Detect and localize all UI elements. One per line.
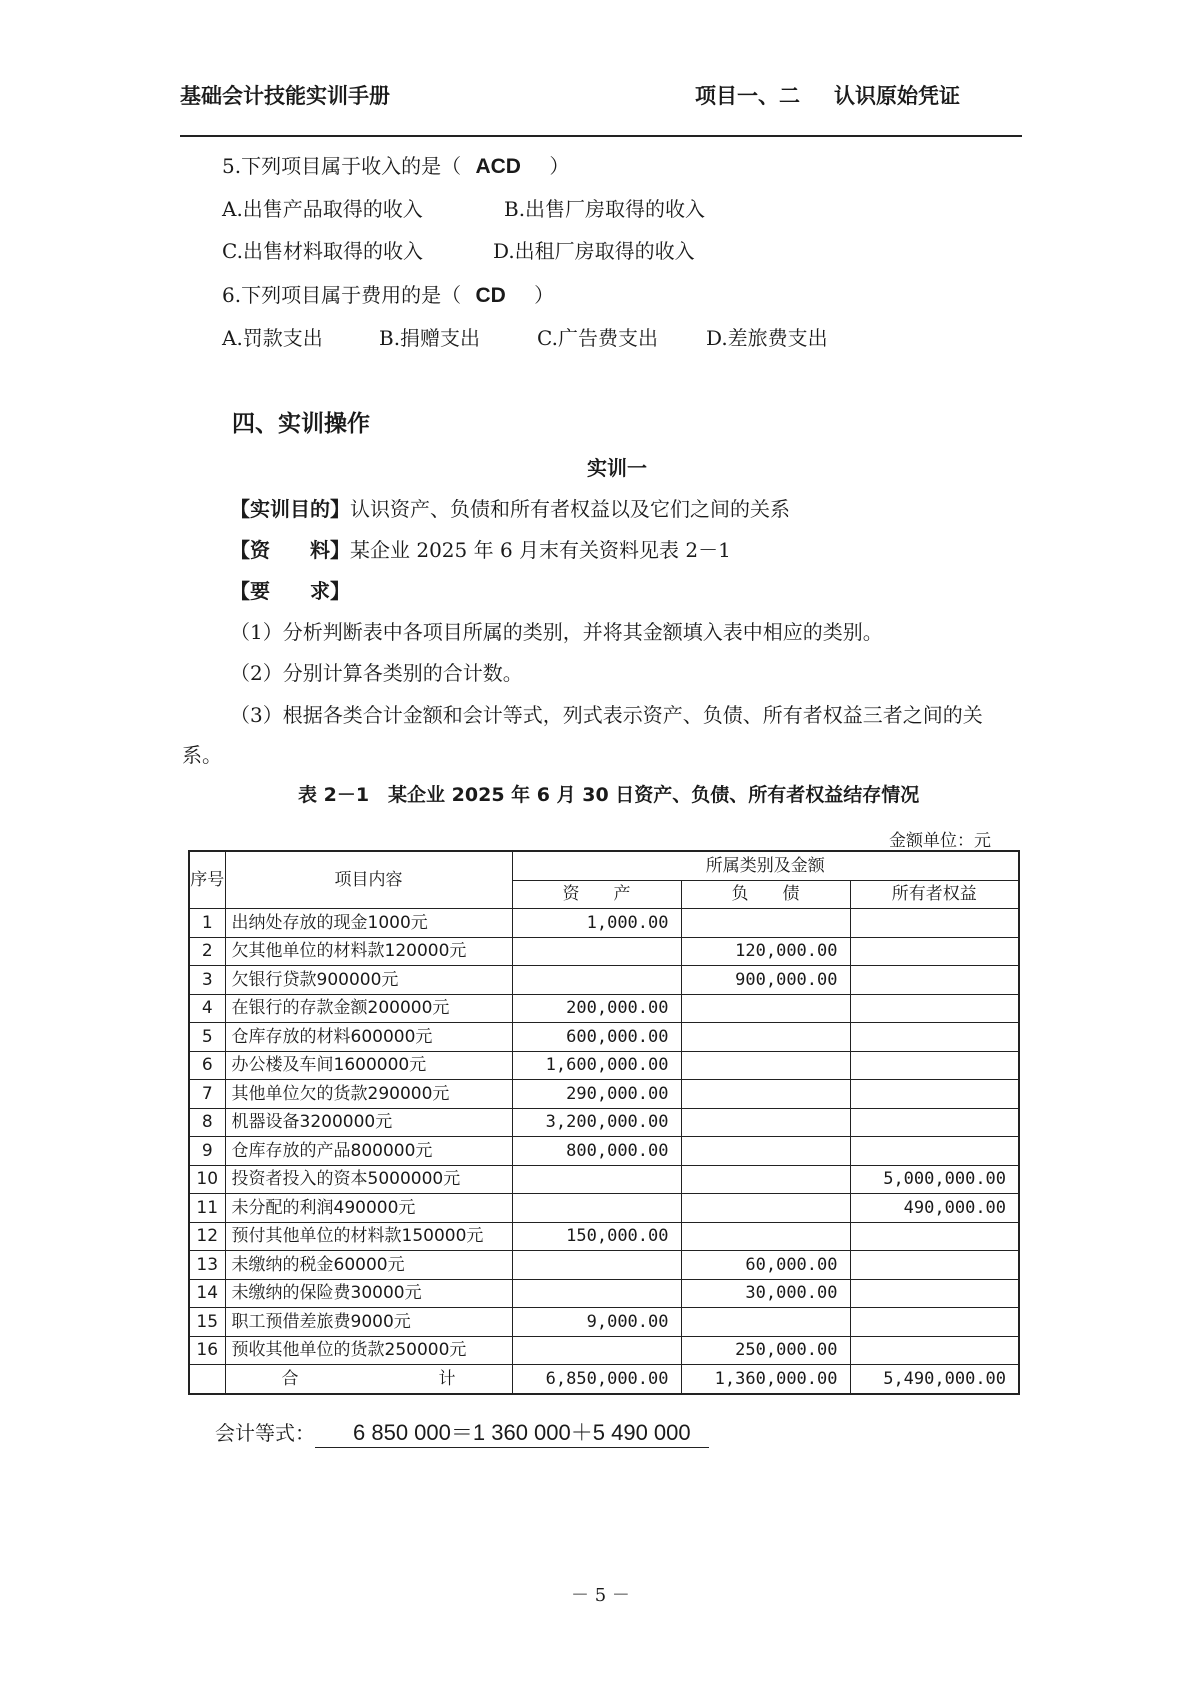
section-heading: 四、实训操作 bbox=[232, 411, 370, 437]
row-asset: 800,000.00 bbox=[512, 1137, 681, 1166]
row-equity bbox=[850, 1051, 1019, 1080]
col-header-category: 所属类别及金额 bbox=[512, 851, 1019, 880]
material-text: 某企业 2025 年 6 月末有关资料见表 2－1 bbox=[350, 538, 731, 562]
row-item: 职工预借差旅费9000元 bbox=[225, 1308, 512, 1337]
table-row bbox=[189, 1137, 1019, 1166]
requirement-3-line1: （3）根据各类合计金额和会计等式，列式表示资产、负债、所有者权益三者之间的关 bbox=[230, 703, 983, 727]
q6-option-c: C.广告费支出 bbox=[537, 326, 658, 350]
equation-value: 6 850 000＝1 360 000＋5 490 000 bbox=[315, 1416, 709, 1448]
row-liability bbox=[681, 1194, 850, 1223]
total-liability: 1,360,000.00 bbox=[681, 1365, 850, 1394]
row-item: 出纳处存放的现金1000元 bbox=[225, 909, 512, 938]
requirement-3-line2: 系。 bbox=[182, 743, 222, 767]
total-seq bbox=[189, 1365, 225, 1394]
table-row bbox=[189, 1108, 1019, 1137]
col-header-equity: 所有者权益 bbox=[850, 880, 1019, 909]
q6-option-d: D.差旅费支出 bbox=[706, 326, 828, 350]
col-header-item: 项目内容 bbox=[225, 851, 512, 909]
question-5 bbox=[222, 150, 569, 179]
header-manual-title: 基础会计技能实训手册 bbox=[180, 84, 390, 108]
row-asset bbox=[512, 1251, 681, 1280]
row-item: 未分配的利润490000元 bbox=[225, 1194, 512, 1223]
row-seq: 14 bbox=[189, 1279, 225, 1308]
table-row bbox=[189, 1023, 1019, 1052]
row-asset bbox=[512, 1165, 681, 1194]
row-item: 机器设备3200000元 bbox=[225, 1108, 512, 1137]
row-asset bbox=[512, 937, 681, 966]
row-liability bbox=[681, 1023, 850, 1052]
row-liability bbox=[681, 1108, 850, 1137]
question-6-stem: 6.下列项目属于费用的是（ bbox=[222, 283, 462, 307]
q6-option-b: B.捐赠支出 bbox=[379, 326, 481, 350]
total-row bbox=[189, 1365, 1019, 1394]
row-liability bbox=[681, 909, 850, 938]
material-line bbox=[230, 534, 731, 563]
table-row bbox=[189, 1080, 1019, 1109]
col-header-seq: 序号 bbox=[189, 851, 225, 909]
table-unit: 金额单位：元 bbox=[889, 831, 991, 851]
row-liability bbox=[681, 1137, 850, 1166]
row-asset: 200,000.00 bbox=[512, 994, 681, 1023]
row-liability bbox=[681, 1222, 850, 1251]
row-item: 办公楼及车间1600000元 bbox=[225, 1051, 512, 1080]
row-liability: 30,000.00 bbox=[681, 1279, 850, 1308]
equation-label: 会计等式： bbox=[215, 1421, 315, 1445]
row-equity bbox=[850, 1137, 1019, 1166]
equation-line bbox=[215, 1416, 709, 1448]
row-item: 欠其他单位的材料款120000元 bbox=[225, 937, 512, 966]
table-row bbox=[189, 909, 1019, 938]
row-seq: 3 bbox=[189, 966, 225, 995]
exercise-title: 实训一 bbox=[587, 456, 647, 480]
table-row bbox=[189, 937, 1019, 966]
row-seq: 5 bbox=[189, 1023, 225, 1052]
question-6-answer: CD bbox=[475, 284, 506, 307]
row-liability bbox=[681, 1308, 850, 1337]
table-row bbox=[189, 966, 1019, 995]
q5-option-d: D.出租厂房取得的收入 bbox=[493, 239, 695, 263]
page-number: － 5 － bbox=[571, 1585, 630, 1606]
row-asset bbox=[512, 1336, 681, 1365]
row-asset: 3,200,000.00 bbox=[512, 1108, 681, 1137]
row-seq: 16 bbox=[189, 1336, 225, 1365]
row-seq: 10 bbox=[189, 1165, 225, 1194]
question-5-close: ） bbox=[549, 154, 570, 178]
row-seq: 6 bbox=[189, 1051, 225, 1080]
row-asset: 290,000.00 bbox=[512, 1080, 681, 1109]
row-item: 未缴纳的保险费30000元 bbox=[225, 1279, 512, 1308]
table-row bbox=[189, 1279, 1019, 1308]
row-seq: 2 bbox=[189, 937, 225, 966]
table-row bbox=[189, 1308, 1019, 1337]
row-liability: 60,000.00 bbox=[681, 1251, 850, 1280]
q5-option-a: A.出售产品取得的收入 bbox=[222, 197, 423, 221]
row-seq: 12 bbox=[189, 1222, 225, 1251]
purpose-line bbox=[230, 493, 790, 522]
table-row bbox=[189, 1251, 1019, 1280]
row-equity bbox=[850, 994, 1019, 1023]
q5-option-b: B.出售厂房取得的收入 bbox=[504, 197, 706, 221]
row-asset: 600,000.00 bbox=[512, 1023, 681, 1052]
row-asset: 9,000.00 bbox=[512, 1308, 681, 1337]
row-equity bbox=[850, 966, 1019, 995]
row-liability: 900,000.00 bbox=[681, 966, 850, 995]
header-chapter-title: 认识原始凭证 bbox=[834, 84, 960, 108]
question-6-close: ） bbox=[534, 283, 555, 307]
row-seq: 4 bbox=[189, 994, 225, 1023]
row-equity bbox=[850, 909, 1019, 938]
row-equity: 490,000.00 bbox=[850, 1194, 1019, 1223]
row-equity bbox=[850, 1336, 1019, 1365]
row-seq: 13 bbox=[189, 1251, 225, 1280]
row-liability bbox=[681, 1051, 850, 1080]
header-project: 项目一、二 bbox=[695, 84, 800, 108]
row-asset: 1,600,000.00 bbox=[512, 1051, 681, 1080]
question-5-stem: 5.下列项目属于收入的是（ bbox=[222, 154, 462, 178]
row-equity: 5,000,000.00 bbox=[850, 1165, 1019, 1194]
row-equity bbox=[850, 1308, 1019, 1337]
header-rule bbox=[180, 135, 1022, 137]
table-caption: 表 2－1 某企业 2025 年 6 月 30 日资产、负债、所有者权益结存情况 bbox=[298, 784, 920, 806]
row-seq: 11 bbox=[189, 1194, 225, 1223]
balance-table bbox=[188, 850, 1020, 1395]
row-item: 在银行的存款金额200000元 bbox=[225, 994, 512, 1023]
row-item: 投资者投入的资本5000000元 bbox=[225, 1165, 512, 1194]
row-item: 其他单位欠的货款290000元 bbox=[225, 1080, 512, 1109]
total-label bbox=[225, 1365, 512, 1394]
q5-option-c: C.出售材料取得的收入 bbox=[222, 239, 423, 263]
requirement-label-text: 【要 求】 bbox=[230, 579, 350, 603]
row-equity bbox=[850, 1222, 1019, 1251]
question-6 bbox=[222, 279, 554, 308]
row-seq: 15 bbox=[189, 1308, 225, 1337]
row-seq: 8 bbox=[189, 1108, 225, 1137]
row-equity bbox=[850, 937, 1019, 966]
row-equity bbox=[850, 1108, 1019, 1137]
row-seq: 1 bbox=[189, 909, 225, 938]
col-header-liability: 负 债 bbox=[681, 880, 850, 909]
row-asset: 1,000.00 bbox=[512, 909, 681, 938]
purpose-label: 【实训目的】 bbox=[230, 497, 350, 521]
col-header-asset: 资 产 bbox=[512, 880, 681, 909]
question-5-answer: ACD bbox=[475, 155, 521, 178]
row-equity bbox=[850, 1251, 1019, 1280]
row-item: 预付其他单位的材料款150000元 bbox=[225, 1222, 512, 1251]
row-equity bbox=[850, 1080, 1019, 1109]
material-label: 【资 料】 bbox=[230, 538, 350, 562]
requirement-2: （2）分别计算各类别的合计数。 bbox=[230, 661, 523, 685]
total-label-a: 合 bbox=[281, 1368, 299, 1389]
table-row bbox=[189, 1194, 1019, 1223]
table-row bbox=[189, 1051, 1019, 1080]
row-item: 欠银行贷款900000元 bbox=[225, 966, 512, 995]
row-asset bbox=[512, 1279, 681, 1308]
table-row bbox=[189, 1336, 1019, 1365]
row-asset bbox=[512, 966, 681, 995]
table-row bbox=[189, 1165, 1019, 1194]
row-asset bbox=[512, 1194, 681, 1223]
row-equity bbox=[850, 1279, 1019, 1308]
table-row bbox=[189, 1222, 1019, 1251]
row-seq: 7 bbox=[189, 1080, 225, 1109]
row-item: 预收其他单位的货款250000元 bbox=[225, 1336, 512, 1365]
row-liability bbox=[681, 1165, 850, 1194]
row-item: 未缴纳的税金60000元 bbox=[225, 1251, 512, 1280]
requirement-label bbox=[230, 575, 350, 604]
total-equity: 5,490,000.00 bbox=[850, 1365, 1019, 1394]
table-row bbox=[189, 994, 1019, 1023]
total-asset: 6,850,000.00 bbox=[512, 1365, 681, 1394]
total-label-b: 计 bbox=[438, 1368, 456, 1389]
row-liability bbox=[681, 994, 850, 1023]
row-liability: 250,000.00 bbox=[681, 1336, 850, 1365]
row-item: 仓库存放的产品800000元 bbox=[225, 1137, 512, 1166]
row-item: 仓库存放的材料600000元 bbox=[225, 1023, 512, 1052]
row-asset: 150,000.00 bbox=[512, 1222, 681, 1251]
row-equity bbox=[850, 1023, 1019, 1052]
requirement-1: （1）分析判断表中各项目所属的类别，并将其金额填入表中相应的类别。 bbox=[230, 620, 883, 644]
row-liability: 120,000.00 bbox=[681, 937, 850, 966]
row-liability bbox=[681, 1080, 850, 1109]
purpose-text: 认识资产、负债和所有者权益以及它们之间的关系 bbox=[350, 497, 790, 521]
row-seq: 9 bbox=[189, 1137, 225, 1166]
q6-option-a: A.罚款支出 bbox=[222, 326, 323, 350]
